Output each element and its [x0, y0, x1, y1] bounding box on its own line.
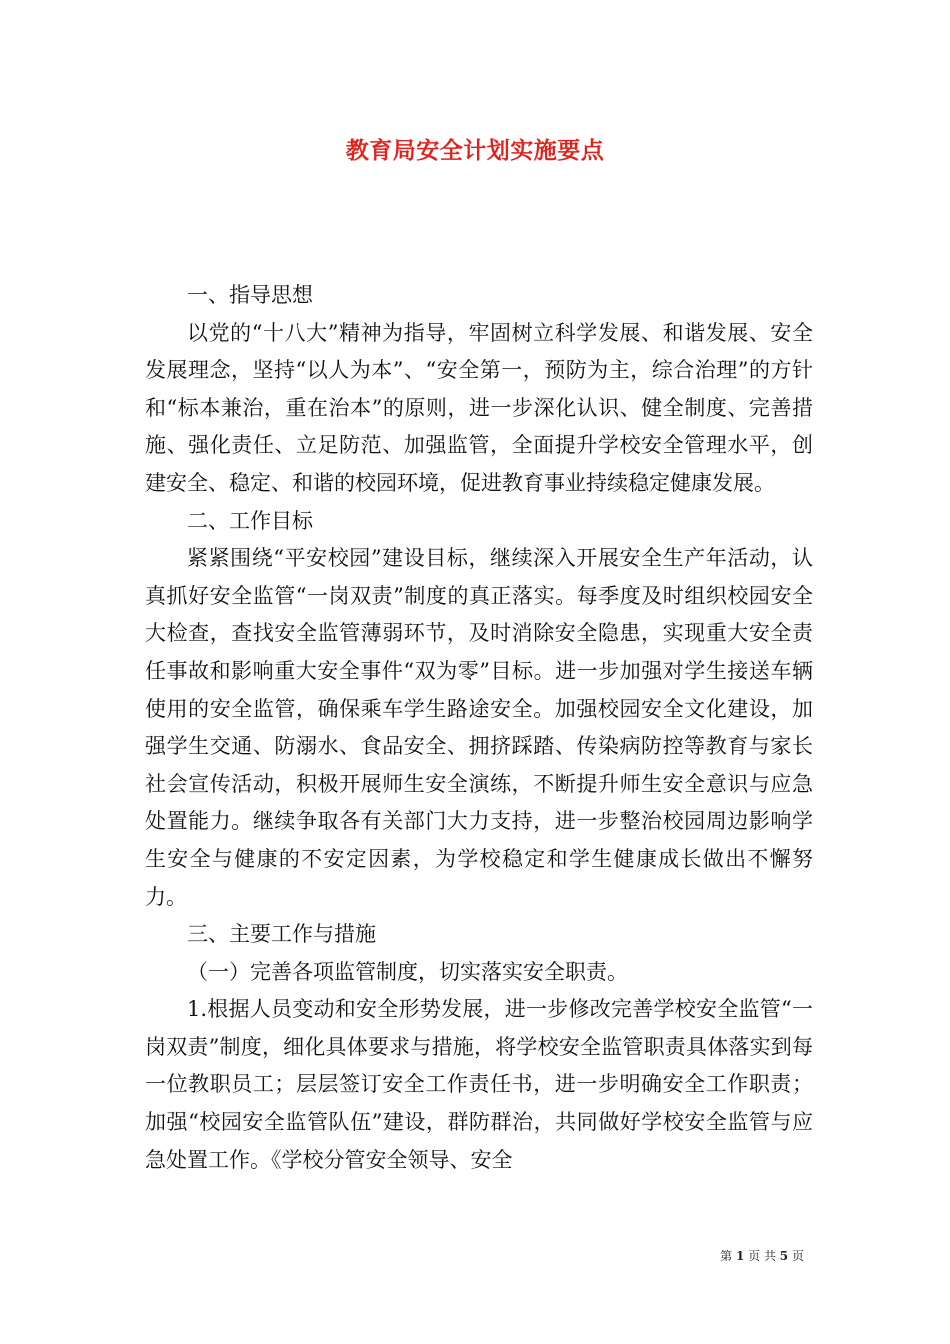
footer-total-pages: 5 [779, 1249, 789, 1263]
paragraph-work-goals: 紧紧围绕“平安校园”建设目标，继续深入开展安全生产年活动，认真抓好安全监管“一岗双责”制度的真正落实。每季度及时组织校园安全大检查，查找安全监管薄弱环节，及时消除安全隐患，实现重大安全责任事故和影响重大安全事件“双为零”目标。进一步加强对学生接送车辆使用的安全监管，确保乘车学生路途安全。加强校园安全文化建设，加强学生交通、防溺水、食品安全、拥挤踩踏、传染病防控等教育与家长社会宣传活动，积极开展师生安全演练，不断提升师生安全意识与应急处置能力。继续争取各有关部门大力支持，进一步整治校园周边影响学生安全与健康的不安定因素，为学校稳定和学生健康成长做出不懈努力。 [145, 546, 813, 909]
subheading-supervision-system: （一）完善各项监管制度，切实落实安全职责。 [187, 959, 628, 984]
heading-main-work: 三、主要工作与措施 [187, 922, 376, 947]
footer-prefix: 第 [720, 1249, 733, 1263]
page-footer [720, 1247, 804, 1264]
heading-guiding-ideology: 一、指导思想 [187, 283, 313, 307]
footer-suffix: 页 [791, 1249, 804, 1263]
paragraph-item-1: 1.根据人员变动和安全形势发展，进一步修改完善学校安全监管“一岗双责”制度，细化具体要求与措施，将学校安全监管职责具体落实到每一位教职员工；层层签订安全工作责任书，进一步明确安全工作职责；加强“校园安全监管队伍”建设，群防群治，共同做好学校安全监管与应急处置工作。《学校分管安全领导、安全 [145, 997, 813, 1172]
footer-page-number: 1 [735, 1249, 745, 1263]
document-title: 教育局安全计划实施要点 [345, 137, 605, 164]
paragraph-guiding-ideology: 以党的“十八大”精神为指导，牢固树立科学发展、和谐发展、安全发展理念，坚持“以人为本”、“安全第一，预防为主，综合治理”的方针和“标本兼治，重在治本”的原则，进一步深化认识、健全制度、完善措施、强化责任、立足防范、加强监管，全面提升学校安全管理水平，创建安全、稳定、和谐的校园环境，促进教育事业持续稳定健康发展。 [145, 320, 813, 495]
heading-work-goals: 二、工作目标 [187, 508, 313, 533]
document-body [145, 277, 813, 1179]
footer-middle: 页 共 [748, 1249, 776, 1263]
